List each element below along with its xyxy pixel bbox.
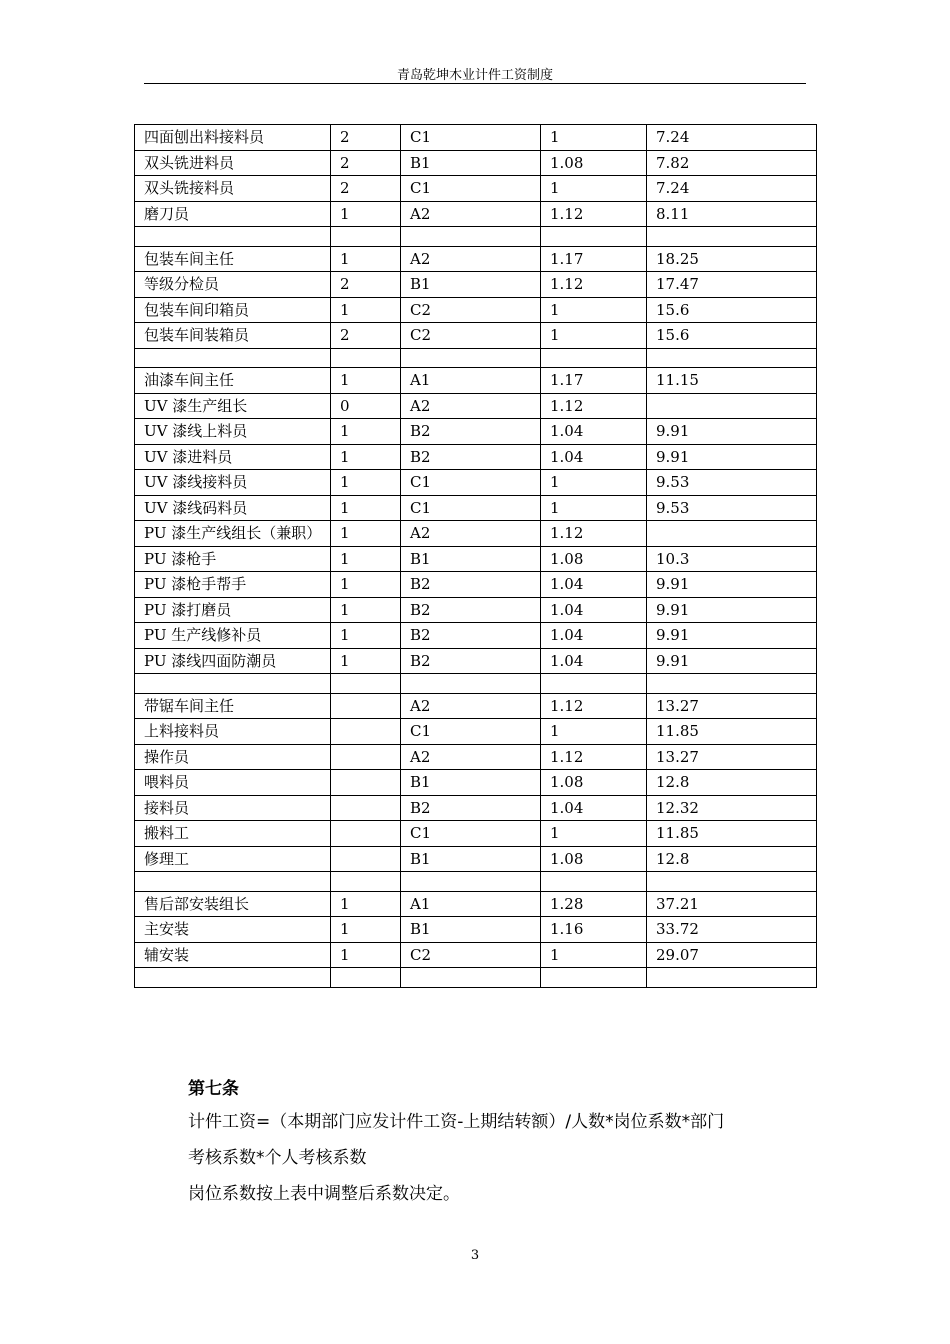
table-cell: 1.12: [541, 393, 647, 419]
table-cell: 7.24: [647, 176, 817, 202]
table-row: [135, 201, 817, 227]
formula-line-1: 计件工资=（本期部门应发计件工资-上期结转额）/人数*岗位系数*部门: [188, 1112, 725, 1132]
table-cell: [647, 674, 817, 694]
table-cell: [541, 968, 647, 988]
table-cell: 15.6: [647, 297, 817, 323]
table-row: [135, 227, 817, 247]
table-row: [135, 521, 817, 547]
table-cell: 1.04: [541, 623, 647, 649]
table-cell: B1: [401, 846, 541, 872]
table-cell: 15.6: [647, 323, 817, 349]
table-cell: 10.3: [647, 546, 817, 572]
table-cell: 9.91: [647, 623, 817, 649]
table-cell: 售后部安装组长: [135, 891, 331, 917]
table-cell: [647, 872, 817, 892]
table-cell: [331, 693, 401, 719]
table-cell: [331, 227, 401, 247]
table-cell: C1: [401, 125, 541, 151]
table-cell: 1: [331, 521, 401, 547]
table-cell: 1.12: [541, 272, 647, 298]
table-cell: 1: [331, 891, 401, 917]
table-cell: 1.12: [541, 521, 647, 547]
table-cell: 1: [331, 572, 401, 598]
table-cell: A2: [401, 393, 541, 419]
table-row: [135, 872, 817, 892]
table-cell: 7.82: [647, 150, 817, 176]
table-cell: PU 生产线修补员: [135, 623, 331, 649]
table-cell: 油漆车间主任: [135, 368, 331, 394]
table-cell: 1.08: [541, 546, 647, 572]
table-cell: B2: [401, 419, 541, 445]
table-row: [135, 470, 817, 496]
table-cell: 1: [331, 597, 401, 623]
table-row: [135, 176, 817, 202]
table-cell: B2: [401, 648, 541, 674]
table-cell: UV 漆线码料员: [135, 495, 331, 521]
table-cell: [541, 872, 647, 892]
table-cell: [401, 227, 541, 247]
table-cell: 0: [331, 393, 401, 419]
table-cell: 1.12: [541, 744, 647, 770]
table-cell: C1: [401, 495, 541, 521]
table-cell: 1: [331, 201, 401, 227]
table-cell: 四面刨出料接料员: [135, 125, 331, 151]
table-cell: 1: [331, 368, 401, 394]
table-cell: 1.08: [541, 150, 647, 176]
table-row: [135, 821, 817, 847]
table-cell: 1: [331, 623, 401, 649]
table-cell: 接料员: [135, 795, 331, 821]
table-cell: [647, 348, 817, 368]
table-cell: UV 漆生产组长: [135, 393, 331, 419]
table-cell: B1: [401, 770, 541, 796]
table-cell: 9.53: [647, 470, 817, 496]
table-cell: 1.16: [541, 917, 647, 943]
table-cell: 11.85: [647, 719, 817, 745]
table-cell: [331, 719, 401, 745]
table-cell: 1.08: [541, 770, 647, 796]
table-cell: C1: [401, 821, 541, 847]
table-cell: 29.07: [647, 942, 817, 968]
table-cell: [647, 521, 817, 547]
table-cell: [541, 227, 647, 247]
table-cell: 1.17: [541, 246, 647, 272]
table-cell: 17.47: [647, 272, 817, 298]
table-cell: B2: [401, 444, 541, 470]
table-cell: PU 漆枪手帮手: [135, 572, 331, 598]
table-cell: B2: [401, 597, 541, 623]
table-cell: 8.11: [647, 201, 817, 227]
table-cell: 1: [331, 470, 401, 496]
formula-line-2: 考核系数*个人考核系数: [188, 1148, 367, 1168]
table-cell: 1: [331, 648, 401, 674]
table-cell: A1: [401, 891, 541, 917]
table-row: [135, 597, 817, 623]
table-row: [135, 546, 817, 572]
table-row: [135, 891, 817, 917]
table-cell: [135, 227, 331, 247]
table-row: [135, 323, 817, 349]
table-cell: 1: [331, 917, 401, 943]
table-cell: 33.72: [647, 917, 817, 943]
table-row: [135, 846, 817, 872]
table-cell: 9.91: [647, 597, 817, 623]
table-cell: 1: [331, 444, 401, 470]
table-cell: 1.04: [541, 572, 647, 598]
table-cell: [135, 968, 331, 988]
table-cell: [647, 393, 817, 419]
table-row: [135, 572, 817, 598]
table-cell: 1.17: [541, 368, 647, 394]
table-cell: 2: [331, 272, 401, 298]
table-row: [135, 917, 817, 943]
table-cell: 9.53: [647, 495, 817, 521]
table-body: [135, 125, 817, 988]
table-cell: [331, 674, 401, 694]
table-cell: A1: [401, 368, 541, 394]
table-cell: 11.15: [647, 368, 817, 394]
table-cell: [647, 227, 817, 247]
table-cell: 9.91: [647, 419, 817, 445]
table-cell: 2: [331, 125, 401, 151]
table-cell: 1: [541, 470, 647, 496]
table-row: [135, 297, 817, 323]
table-cell: C2: [401, 942, 541, 968]
table-cell: 1.08: [541, 846, 647, 872]
table-cell: 包装车间主任: [135, 246, 331, 272]
table-cell: 2: [331, 176, 401, 202]
table-cell: B2: [401, 623, 541, 649]
table-cell: 1.04: [541, 419, 647, 445]
table-cell: 1.12: [541, 693, 647, 719]
table-cell: 带锯车间主任: [135, 693, 331, 719]
table-cell: [135, 872, 331, 892]
table-cell: 1.28: [541, 891, 647, 917]
table-cell: 1: [541, 323, 647, 349]
table-cell: 辅安装: [135, 942, 331, 968]
table-cell: 磨刀员: [135, 201, 331, 227]
table-cell: [401, 872, 541, 892]
table-cell: 18.25: [647, 246, 817, 272]
table-cell: [541, 348, 647, 368]
table-cell: 包装车间印箱员: [135, 297, 331, 323]
table-cell: [401, 348, 541, 368]
table-cell: [331, 744, 401, 770]
table-row: [135, 368, 817, 394]
table-cell: 1: [541, 495, 647, 521]
wage-coefficient-table: [134, 124, 817, 988]
table-cell: A2: [401, 246, 541, 272]
coefficient-note: 岗位系数按上表中调整后系数决定。: [188, 1184, 460, 1204]
table-cell: [135, 348, 331, 368]
table-cell: 上料接料员: [135, 719, 331, 745]
table-row: [135, 719, 817, 745]
table-row: [135, 770, 817, 796]
article-title: 第七条: [188, 1079, 239, 1099]
table-cell: PU 漆枪手: [135, 546, 331, 572]
table-cell: 1: [541, 719, 647, 745]
table-cell: 12.32: [647, 795, 817, 821]
table-cell: 1.04: [541, 648, 647, 674]
table-cell: A2: [401, 693, 541, 719]
header-rule: [144, 83, 806, 84]
table-cell: B1: [401, 272, 541, 298]
table-cell: C2: [401, 323, 541, 349]
table-cell: 9.91: [647, 648, 817, 674]
table-cell: 13.27: [647, 693, 817, 719]
table-row: [135, 419, 817, 445]
table-cell: B1: [401, 150, 541, 176]
table-cell: 9.91: [647, 444, 817, 470]
table-cell: [331, 821, 401, 847]
table-cell: 1: [331, 419, 401, 445]
table-cell: 操作员: [135, 744, 331, 770]
table-cell: 11.85: [647, 821, 817, 847]
table-cell: PU 漆生产线组长（兼职）: [135, 521, 331, 547]
table-cell: [331, 846, 401, 872]
table-cell: B2: [401, 572, 541, 598]
table-cell: C1: [401, 176, 541, 202]
table-cell: 双头铣进料员: [135, 150, 331, 176]
table-row: [135, 693, 817, 719]
table-cell: 1: [331, 942, 401, 968]
table-cell: 1.04: [541, 597, 647, 623]
table-cell: 主安装: [135, 917, 331, 943]
table-row: [135, 393, 817, 419]
table-row: [135, 272, 817, 298]
table-cell: A2: [401, 744, 541, 770]
table-cell: 1: [541, 125, 647, 151]
table-cell: C1: [401, 470, 541, 496]
table-cell: B1: [401, 546, 541, 572]
table-cell: 2: [331, 150, 401, 176]
table-cell: PU 漆打磨员: [135, 597, 331, 623]
table-cell: [331, 770, 401, 796]
table-cell: PU 漆线四面防潮员: [135, 648, 331, 674]
table-row: [135, 942, 817, 968]
table-cell: [647, 968, 817, 988]
table-cell: 13.27: [647, 744, 817, 770]
table-cell: 1: [541, 942, 647, 968]
table-row: [135, 744, 817, 770]
table-cell: [135, 674, 331, 694]
table-cell: 12.8: [647, 770, 817, 796]
table-cell: 喂料员: [135, 770, 331, 796]
table-cell: [401, 968, 541, 988]
table-cell: 1: [331, 297, 401, 323]
table-cell: 7.24: [647, 125, 817, 151]
table-row: [135, 648, 817, 674]
table-cell: 包装车间装箱员: [135, 323, 331, 349]
table-cell: [331, 872, 401, 892]
table-cell: C1: [401, 719, 541, 745]
table-cell: [331, 348, 401, 368]
table-row: [135, 125, 817, 151]
table-cell: 1: [331, 546, 401, 572]
table-cell: [331, 795, 401, 821]
table-row: [135, 968, 817, 988]
table-cell: 1: [541, 297, 647, 323]
table-cell: [541, 674, 647, 694]
table-row: [135, 795, 817, 821]
table-cell: 1.04: [541, 444, 647, 470]
table-cell: 修理工: [135, 846, 331, 872]
table-cell: 1.12: [541, 201, 647, 227]
article-section: [188, 1074, 808, 1212]
table-cell: 37.21: [647, 891, 817, 917]
table-cell: C2: [401, 297, 541, 323]
table-row: [135, 444, 817, 470]
table-row: [135, 246, 817, 272]
table-cell: 1.04: [541, 795, 647, 821]
table-cell: 1: [541, 176, 647, 202]
table-row: [135, 623, 817, 649]
table-row: [135, 495, 817, 521]
page-header-title: 青岛乾坤木业计件工资制度: [396, 68, 553, 83]
table-cell: A2: [401, 201, 541, 227]
table-cell: 等级分检员: [135, 272, 331, 298]
table-cell: 1: [541, 821, 647, 847]
table-cell: A2: [401, 521, 541, 547]
table-row: [135, 348, 817, 368]
table-cell: 1: [331, 246, 401, 272]
table-cell: B2: [401, 795, 541, 821]
table-cell: 1: [331, 495, 401, 521]
page-number: 3: [470, 1248, 480, 1263]
table-cell: 12.8: [647, 846, 817, 872]
table-row: [135, 674, 817, 694]
table-cell: 9.91: [647, 572, 817, 598]
table-cell: [401, 674, 541, 694]
table-cell: 搬料工: [135, 821, 331, 847]
table-cell: UV 漆线上料员: [135, 419, 331, 445]
table-cell: [331, 968, 401, 988]
table-cell: 2: [331, 323, 401, 349]
table-row: [135, 150, 817, 176]
table-cell: UV 漆线接料员: [135, 470, 331, 496]
table-cell: 双头铣接料员: [135, 176, 331, 202]
table-cell: B1: [401, 917, 541, 943]
table-cell: UV 漆进料员: [135, 444, 331, 470]
